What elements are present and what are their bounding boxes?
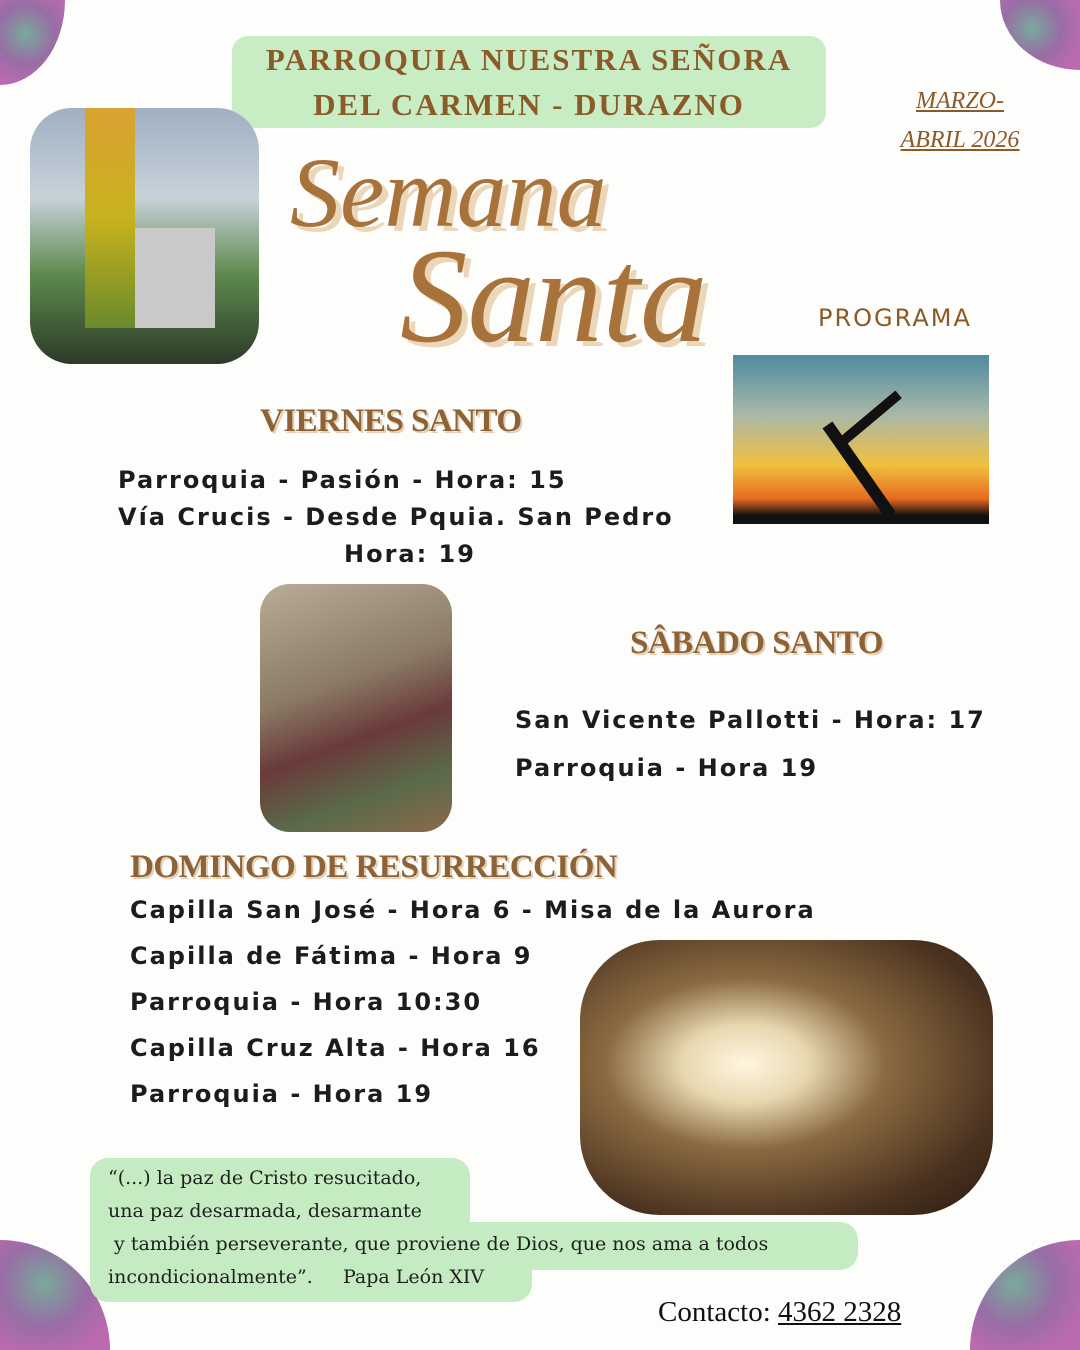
header-line1: PARROQUIA NUESTRA SEÑORA [265, 42, 793, 77]
contact [658, 1296, 901, 1329]
domingo-line: Parroquia - Hora 19 [130, 1080, 434, 1108]
sabado-line: San Vicente Pallotti - Hora: 17 [515, 706, 986, 734]
quote-line: “(...) la paz de Cristo resucitado, [108, 1167, 422, 1189]
sabado-heading: SÂBADO SANTO [630, 625, 883, 661]
viernes-heading: VIERNES SANTO [260, 403, 522, 439]
cross-sunset-image [733, 355, 989, 524]
viernes-line: Hora: 19 [344, 540, 476, 568]
contact-label: Contacto: [658, 1296, 779, 1328]
empty-tomb-image [580, 940, 993, 1215]
quote-line: y también perseverante, que proviene de Dios, que nos ama a todos [108, 1233, 769, 1255]
header-line2: DEL CARMEN - DURAZNO [313, 87, 745, 122]
decor-circle-top-left [0, 0, 65, 85]
date-line1: MARZO- [916, 88, 1004, 114]
domingo-heading: DOMINGO DE RESURRECCIÓN [130, 849, 618, 885]
domingo-line: Capilla San José - Hora 6 - Misa de la Aurora [130, 896, 816, 924]
domingo-line: Capilla Cruz Alta - Hora 16 [130, 1034, 541, 1062]
decor-circle-bottom-right [970, 1240, 1080, 1350]
programa-label: PROGRAMA [818, 304, 972, 332]
church-photo [30, 108, 259, 364]
decor-circle-top-right [1000, 0, 1080, 70]
sabado-line: Parroquia - Hora 19 [515, 754, 819, 782]
quote-line: una paz desarmada, desarmante [108, 1200, 422, 1222]
viernes-line: Vía Crucis - Desde Pquia. San Pedro [118, 503, 674, 531]
contact-phone[interactable]: 4362 2328 [778, 1296, 902, 1328]
domingo-line: Capilla de Fátima - Hora 9 [130, 942, 533, 970]
women-painting-image [260, 584, 452, 832]
viernes-line: Parroquia - Pasión - Hora: 15 [118, 466, 567, 494]
domingo-line: Parroquia - Hora 10:30 [130, 988, 483, 1016]
title-santa: Santa [400, 222, 708, 371]
date-line2: ABRIL 2026 [900, 127, 1020, 153]
quote-line: incondicionalmente”. Papa León XIV [108, 1266, 485, 1288]
title-semana: Semana [290, 137, 607, 248]
